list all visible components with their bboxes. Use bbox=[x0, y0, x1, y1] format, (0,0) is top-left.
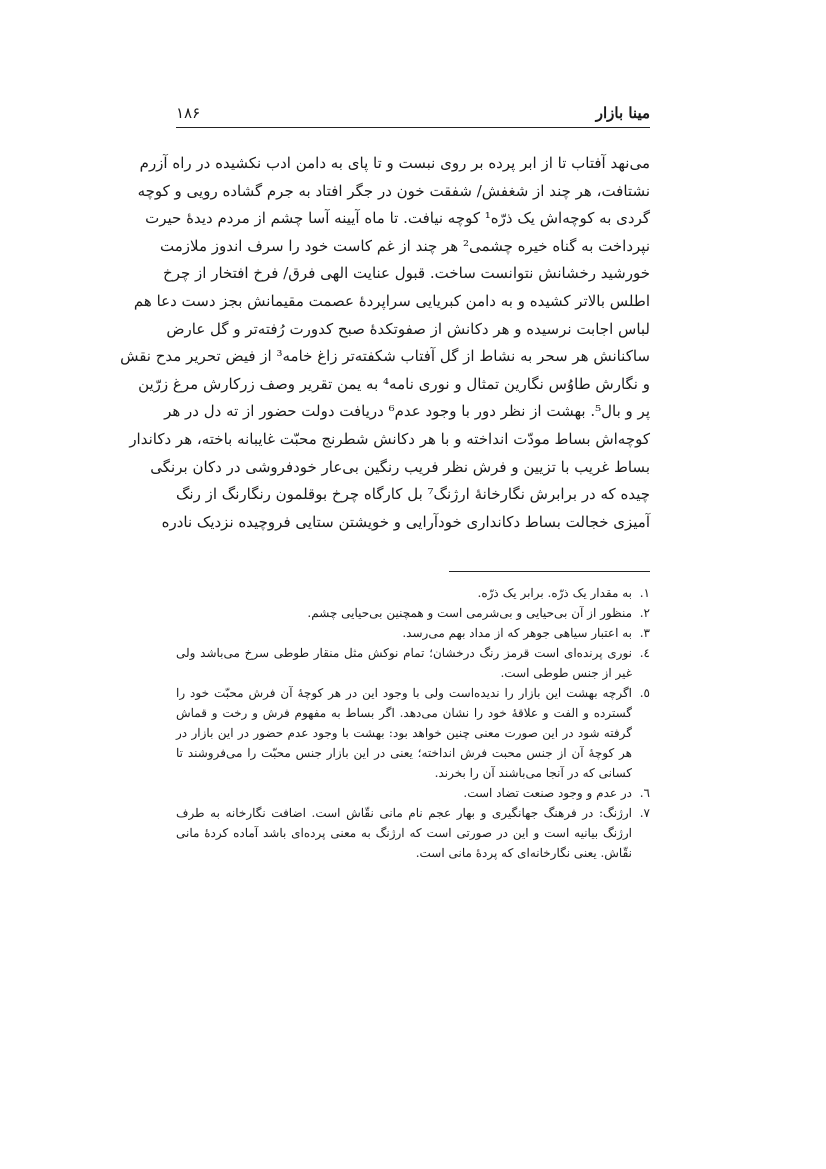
footnote-text: به مقدار یک ذرّه. برابر یک ذرّه. bbox=[477, 586, 632, 600]
body-line: اطلس بالاتر کشیده و به دامن کبریایی سراپردهٔ عصمت مقیمانش بجز دست دعا هم bbox=[133, 291, 650, 310]
body-line: پر و بال⁵. بهشت از نظر دور با وجود عدم⁶ دریافت دولت حضور از ته دل در هر bbox=[164, 402, 650, 421]
main-paragraph bbox=[120, 150, 650, 536]
body-line: آمیزی خجالت بساط دکانداری خودآرایی و خویشتن ستایی فروچیده نزدیک نادره bbox=[161, 512, 650, 531]
body-line: گردی به کوچه‌اش یک ذرّه¹ کوچه نیافت. تا ماه آیینه آسا چشم از مردم دیدهٔ حیرت bbox=[145, 209, 650, 228]
footnote-text: منظور از آن بی‌حیایی و بی‌شرمی است و همچنین بی‌حیایی چشم. bbox=[307, 606, 632, 620]
body-line: لباس اجابت نرسیده و هر دکانش از صفوتکدهٔ صبح کدورت رُفته‌تر و گل عارض bbox=[166, 319, 650, 338]
footnotes bbox=[176, 583, 650, 863]
running-header bbox=[176, 100, 650, 128]
footnote-item bbox=[176, 683, 650, 783]
footnote-item bbox=[176, 603, 650, 623]
footnote-number: ٥. bbox=[639, 686, 650, 700]
footnote-number: ٤. bbox=[639, 646, 650, 660]
footnote-item bbox=[176, 783, 650, 803]
footnote-divider bbox=[449, 571, 650, 572]
running-title: مینا بازار bbox=[595, 104, 650, 122]
body-line: بساط غریب با تزیین و فرش نظر فریب رنگین بی‌عار خودفروشی در دکان برنگی bbox=[150, 457, 650, 476]
body-line: نشتافت، هر چند از شغفش/ شفقت خون در جگر افتاد به جرم گشاده رویی و کوچه bbox=[137, 181, 650, 200]
body-line: خورشید رخشانش نتوانست ساخت. قبول عنایت الهی فرق/ فرخ افتخار از چرخ bbox=[163, 264, 650, 283]
footnote-number: ۱. bbox=[639, 586, 650, 600]
footnote-number: ٦. bbox=[639, 786, 650, 800]
header-divider bbox=[176, 127, 650, 128]
footnote-number: ۳. bbox=[639, 626, 650, 640]
body-line: کوچه‌اش بساط مودّت انداخته و با هر دکانش شطرنج محبّت غایبانه باخته، هر دکاندار bbox=[129, 429, 650, 448]
body-line: نپرداخت به گناه خیره چشمی² هر چند از غم کاست خود را سرف اندوز ملازمت bbox=[160, 236, 650, 255]
body-line: چیده که در برابرش نگارخانهٔ ارژنگ⁷ بل کارگاه چرخ بوقلمون رنگارنگ از رنگ bbox=[175, 485, 650, 504]
footnote-text: در عدم و وجود صنعت تضاد است. bbox=[463, 786, 632, 800]
footnote-item bbox=[176, 623, 650, 643]
footnote-number: ٧. bbox=[639, 806, 650, 820]
body-line: می‌نهد آفتاب تا از ابر پرده بر روی نبست و تا پای به دامن ادب نکشیده در راه آزرم bbox=[139, 154, 650, 172]
body-line: ساکنانش هر سحر به نشاط از گل آفتاب شکفته‌تر زاغ خامه³ از فیض تحریر مدح نقش bbox=[120, 347, 650, 366]
footnote-text: اگرچه بهشت این بازار را ندیده‌است ولی با وجود این در هر کوچهٔ آن فرش محبّت خود را گسترده و الفت و علاقهٔ خود را نشان می‌دهد. اگر بساط به مفهوم فرش و رخت و قماش گرفته شود در این صورت معنی چنین خواهد بود: بهشت با وجود عدم حضور در این بازار در هر کوچهٔ آن از جنس محبت فرش انداخته؛ یعنی در این بازار جنس محبّت را می‌فروشند تا کسانی که در آنجا می‌باشند آن را بخرند. bbox=[176, 686, 632, 780]
footnote-number: ۲. bbox=[639, 606, 650, 620]
footnote-item bbox=[176, 803, 650, 863]
footnote-text: نوری پرنده‌ای است قرمز رنگ درخشان؛ تمام نوکش مثل منقار طوطی سرخ می‌باشد ولی غیر از جنس طوطی است. bbox=[176, 646, 632, 680]
footnote-item bbox=[176, 583, 650, 603]
footnote-text: ارژنگ: در فرهنگ جهانگیری و بهار عجم نام مانی نقّاش است. اضافت نگارخانه به طرف ارژنگ بیانیه است و این در صورتی است که ارژنگ به معنی پرده‌ای باشد آماده کردهٔ مانی نقّاش. یعنی نگارخانه‌ای که پردهٔ مانی است. bbox=[176, 806, 632, 860]
body-line: و نگارش طاوُس نگارین تمثال و نوری نامه⁴ به یمن تقریر وصف زرکارش مرغ زرّین bbox=[138, 374, 650, 393]
page-number: ۱۸۶ bbox=[176, 104, 201, 122]
footnote-item bbox=[176, 643, 650, 683]
footnote-text: به اعتبار سیاهی جوهر که از مداد بهم می‌رسد. bbox=[402, 626, 632, 640]
